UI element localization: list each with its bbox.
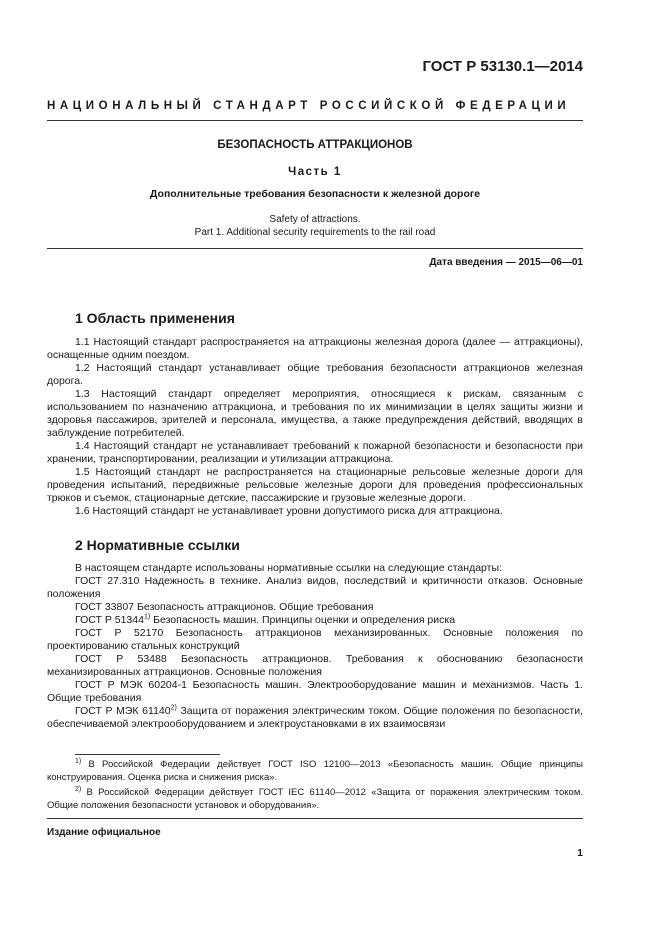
paragraph-1-4: 1.4 Настоящий стандарт не устанавливает требований к пожарной безопасности и безопасности при хранении, транспортировании, реализации и утилизации аттракциона.	[47, 440, 583, 465]
official-edition-label: Издание официальное	[47, 827, 161, 838]
footnote-2: $^{2)}$ В Российской Федерации действует ГОСТ IEC 61140—2012 «Защита от поражения электрическим током. Общие положения безопасности установок и оборудования».	[47, 785, 583, 811]
footnote-marker: 2)	[170, 704, 177, 712]
document-title: БЕЗОПАСНОСТЬ АТТРАКЦИОНОВ	[217, 139, 413, 151]
paragraph-1-3: 1.3 Настоящий стандарт определяет мероприятия, относящиеся к рискам, связанным с использованием по назначению аттракциона, и требования по их минимизации в целях защиты жизни и здоровья пассажиров, зрителей и персонала, имущества, а также предупреждения действий, вводящих в заблуждение потребителей.	[47, 388, 583, 439]
footer-divider	[47, 818, 583, 819]
reference-item: ГОСТ 27.310 Надежность в технике. Анализ видов, последствий и критичности отказов. Основные положения	[47, 575, 583, 600]
paragraph-1-5: 1.5 Настоящий стандарт не распространяется на стационарные рельсовые железные дороги для проведения испытаний, передвижные рельсовые железные дороги для проведения профессиональных трюков и съемок, стационарные детские, пассажирские и грузовые железные дороги.	[47, 466, 583, 504]
introduction-date: Дата введения — 2015—06—01	[429, 257, 583, 268]
paragraph-1-1: 1.1 Настоящий стандарт распространяется на аттракционы железная дорога (далее — аттракционы), оснащенные одним поездом.	[47, 336, 583, 361]
header-divider	[47, 120, 583, 121]
footnote-1: $^{1)}$ В Российской Федерации действует ГОСТ ISO 12100—2013 «Безопасность машин. Общие принципы конструирования. Оценка риска и снижения риска».	[47, 757, 583, 783]
section-2-heading: 2 Нормативные ссылки	[75, 537, 240, 553]
document-number: ГОСТ Р 53130.1—2014	[422, 58, 583, 75]
section-2-body	[47, 562, 583, 731]
national-standard-label: НАЦИОНАЛЬНЫЙ СТАНДАРТ РОССИЙСКОЙ ФЕДЕРАЦИИ	[47, 100, 571, 112]
document-subtitle: Дополнительные требования безопасности к железной дороге	[149, 188, 481, 200]
reference-item: ГОСТ Р 52170 Безопасность аттракционов механизированных. Основные положения по проектированию стальных конструкций	[47, 627, 583, 652]
page-number: 1	[577, 847, 583, 859]
english-title-line1: Safety of attractions.	[269, 214, 361, 225]
references-intro: В настоящем стандарте использованы нормативные ссылки на следующие стандарты:	[75, 562, 502, 574]
paragraph-1-2: 1.2 Настоящий стандарт устанавливает общие требования безопасности аттракционов железная дорога.	[47, 362, 583, 387]
footnotes	[47, 758, 583, 814]
english-title-line2: Part 1. Additional security requirements to the rail road	[194, 227, 436, 238]
reference-item: ГОСТ 33807 Безопасность аттракционов. Общие требования	[75, 601, 374, 613]
section-1-heading: 1 Область применения	[75, 310, 235, 326]
english-title	[47, 213, 583, 239]
reference-item: ГОСТ Р 51344$^{1)}$ Безопасность машин. Принципы оценки и определения риска	[75, 613, 456, 626]
reference-item: ГОСТ Р 53488 Безопасность аттракционов. Требования к обоснованию безопасности механизированных аттракционов. Основные положения	[47, 653, 583, 678]
reference-item: ГОСТ Р МЭК 61140$^{2)}$ Защита от поражения электрическим током. Общие положения по безопасности, обеспечиваемой электрооборудованием и электроустановками в их взаимосвязи	[47, 704, 583, 730]
section-1-body	[47, 336, 583, 518]
reference-item: ГОСТ Р МЭК 60204-1 Безопасность машин. Электрооборудование машин и механизмов. Часть 1. Общие требования	[47, 679, 583, 704]
footnote-marker: 1)	[143, 613, 151, 621]
paragraph-1-6: 1.6 Настоящий стандарт не устанавливает уровни допустимого риска для аттракциона.	[75, 505, 503, 517]
footnote-separator	[75, 754, 220, 755]
title-divider	[47, 248, 583, 249]
part-label: Часть 1	[288, 166, 342, 178]
